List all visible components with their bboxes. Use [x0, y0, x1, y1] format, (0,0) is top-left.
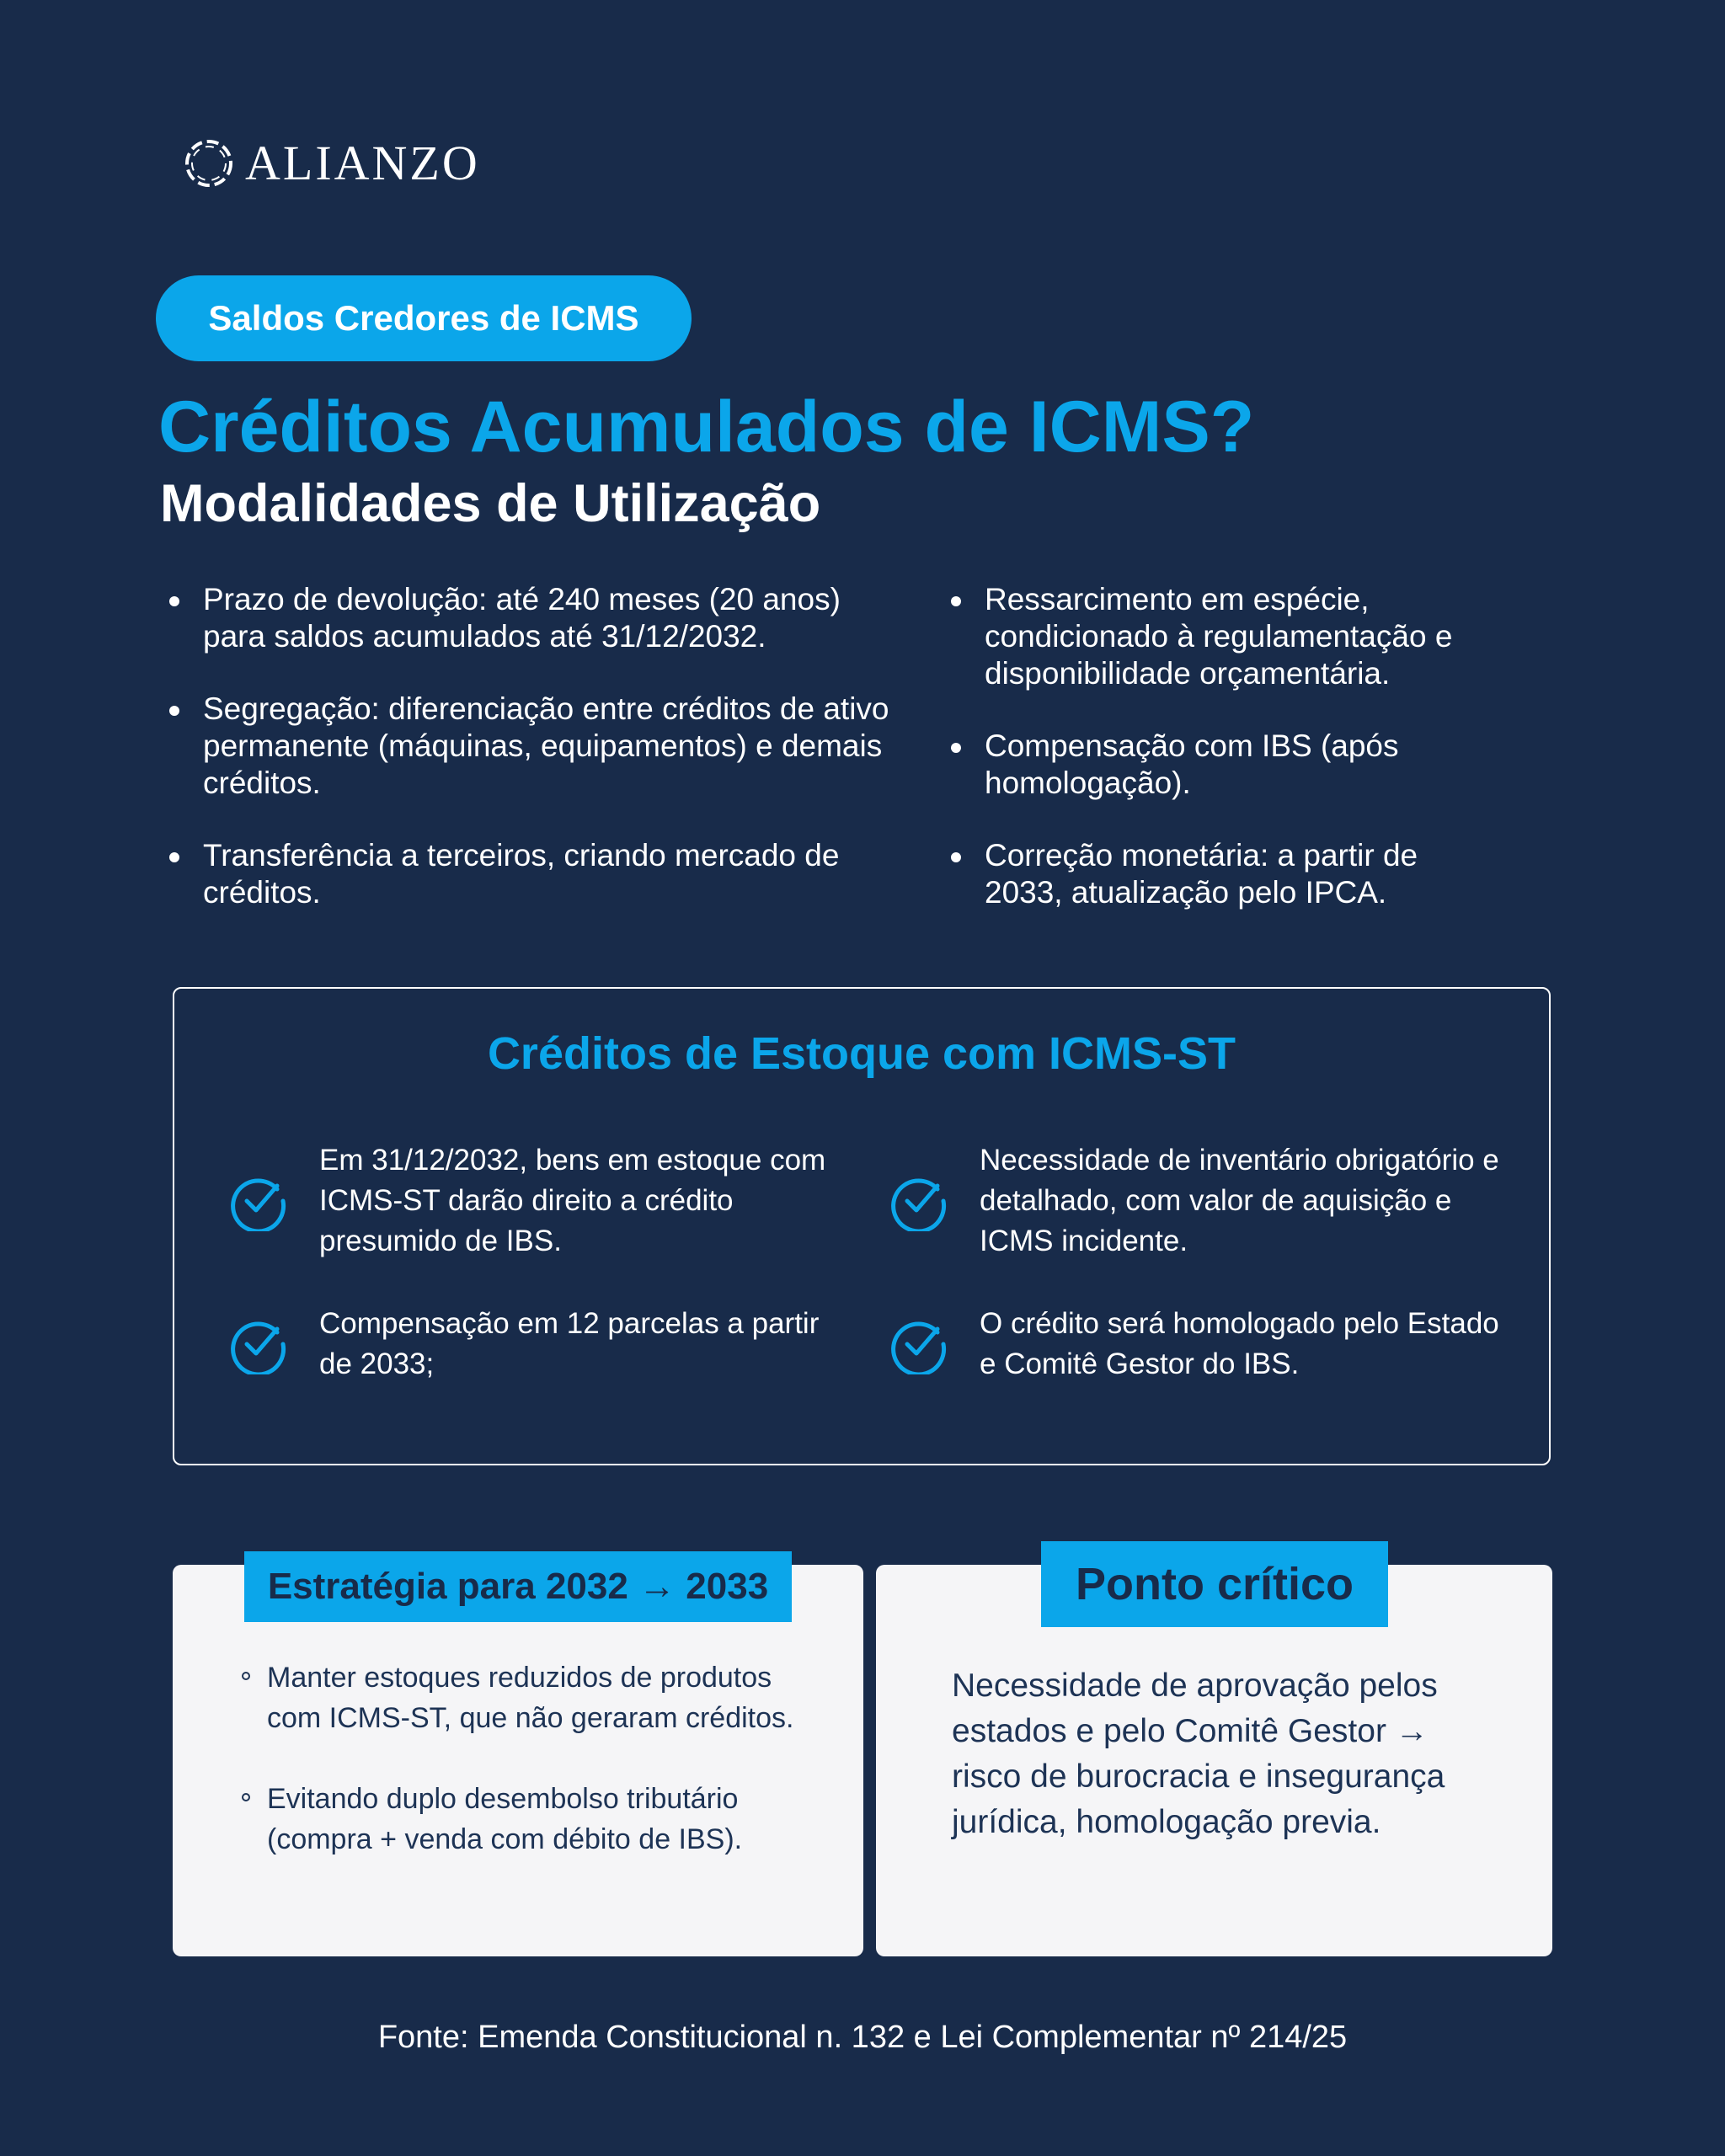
- bullet-list-right: [946, 581, 1502, 947]
- list-item: Evitando duplo desembolso tributário (compra + venda com débito de IBS).: [240, 1779, 830, 1860]
- st-item-text: O crédito será homologado pelo Estado e Comitê Gestor do IBS.: [980, 1307, 1499, 1380]
- list-item: Manter estoques reduzidos de produtos com ICMS-ST, que não geraram créditos.: [240, 1657, 830, 1738]
- category-pill: Saldos Credores de ICMS: [156, 275, 692, 361]
- bullet-list-left: [164, 581, 905, 947]
- list-item: Ressarcimento em espécie, condicionado à regulamentação e disponibilidade orçamentária.: [946, 581, 1502, 692]
- check-circle-icon: [889, 1171, 949, 1231]
- st-item: [889, 1140, 1512, 1262]
- st-item: [889, 1304, 1512, 1385]
- st-item-text: Compensação em 12 parcelas a partir de 2033;: [319, 1307, 820, 1380]
- list-item: Transferência a terceiros, criando mercado de créditos.: [164, 837, 905, 911]
- st-item-text: Em 31/12/2032, bens em estoque com ICMS-ST darão direito a crédito presumido de IBS.: [319, 1144, 826, 1257]
- strategy-title: Estratégia para 2032 → 2033: [244, 1551, 792, 1622]
- check-circle-icon: [228, 1171, 289, 1231]
- page-subtitle: Modalidades de Utilização: [160, 474, 821, 533]
- brand-logo: [181, 135, 480, 191]
- strategy-list: [240, 1657, 830, 1900]
- st-item-text: Necessidade de inventário obrigatório e detalhado, com valor de aquisição e ICMS incidente.: [980, 1144, 1499, 1257]
- page-title: Créditos Acumulados de ICMS?: [158, 387, 1255, 467]
- list-item: Correção monetária: a partir de 2033, atualização pelo IPCA.: [946, 837, 1502, 911]
- section-title: Créditos de Estoque com ICMS-ST: [487, 1028, 1236, 1079]
- check-circle-icon: [228, 1314, 289, 1374]
- list-item: Segregação: diferenciação entre créditos de ativo permanente (máquinas, equipamentos) e demais créditos.: [164, 691, 905, 802]
- st-item: [228, 1140, 835, 1262]
- alianzo-logo-icon: [181, 136, 237, 191]
- list-item: Compensação com IBS (após homologação).: [946, 728, 1502, 802]
- critical-title: Ponto crítico: [1041, 1541, 1388, 1627]
- critical-text: Necessidade de aprovação pelos estados e pelo Comitê Gestor → risco de burocracia e insegurança jurídica, homologação previa.: [952, 1668, 1445, 1840]
- brand-name: ALIANZO: [245, 136, 480, 190]
- check-circle-icon: [889, 1314, 949, 1374]
- icms-st-section: [173, 987, 1551, 1465]
- st-item: [228, 1304, 835, 1385]
- source-footnote: Fonte: Emenda Constitucional n. 132 e Lei Complementar nº 214/25: [377, 2020, 1348, 2055]
- list-item: Prazo de devolução: até 240 meses (20 anos) para saldos acumulados até 31/12/2032.: [164, 581, 905, 655]
